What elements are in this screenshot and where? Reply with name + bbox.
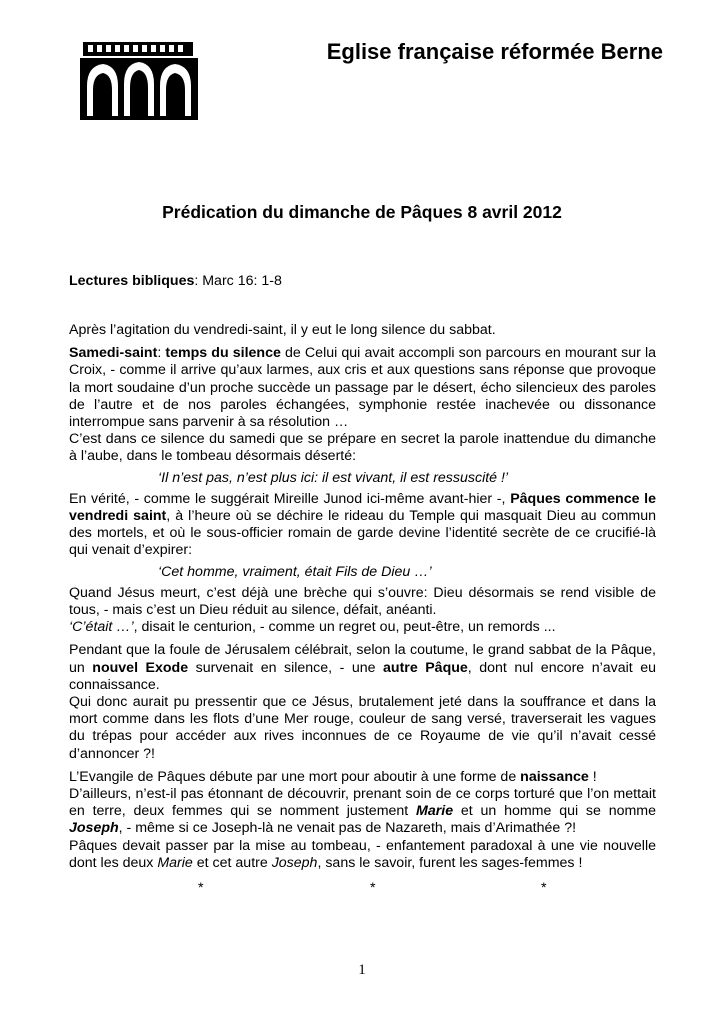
text: Pâques devait passer par la mise au tombeau, - enfantement paradoxal à une vie nouvelle dont les deux	[69, 837, 656, 871]
text: D’ailleurs, n’est-il pas étonnant de découvrir, prenant soin de ce corps torturé que l’on mettait en terre, deux femmes qui se nomment justement	[69, 786, 656, 820]
church-logo	[80, 42, 198, 120]
bible-readings-text: : Marc 16: 1-8	[194, 273, 282, 289]
italic-text: Marie	[157, 854, 193, 871]
page-number: 1	[358, 962, 366, 978]
text: et cet autre	[192, 854, 272, 871]
quote: ‘Cet homme, vraiment, était Fils de Dieu …’	[158, 563, 432, 580]
paragraph	[69, 491, 656, 560]
paragraph: Qui donc aurait pu pressentir que ce Jésus, brutalement jeté dans la souffrance et dans la mort comme dans les flots d’une Mer rouge, couleur de sang versé, traverserait les vagues du trépas pour accéder aux rives inconnues de ce Royaume de vie qu’il n’avait cessé d’annoncer ?!	[69, 694, 656, 762]
text: !	[588, 768, 597, 785]
paragraph: Quand Jésus meurt, c’est déjà une brèche qui s’ouvre: Dieu désormais se rend visible de tous, - mais c’est un Dieu réduit au silence, défait, anéanti.	[69, 584, 656, 619]
italic-text: ‘C’était …’	[69, 619, 134, 636]
text: Pendant que la foule de Jérusalem célébrait, selon la coutume, le grand sabbat de la Pâque, un	[69, 642, 656, 676]
paragraph	[69, 769, 656, 786]
bold-text: temps du silence	[165, 345, 281, 362]
paragraph	[69, 838, 656, 872]
bold-text: Pâques commence le vendredi saint	[69, 490, 657, 525]
paragraph	[69, 642, 656, 694]
text: survenait en silence, - une	[188, 659, 384, 676]
text: , dont nul encore n’avait eu connaissance.	[69, 659, 656, 693]
paragraph	[69, 619, 656, 636]
page-title: Prédication du dimanche de Pâques 8 avril 2012	[162, 202, 562, 222]
text: L’Evangile de Pâques débute par une mort pour aboutir à une forme de	[69, 768, 521, 785]
paragraph	[69, 345, 656, 431]
bold-text: autre Pâque	[383, 659, 468, 676]
section-separator	[69, 880, 656, 900]
bible-readings-label: Lectures bibliques	[69, 273, 195, 289]
paragraph: Après l’agitation du vendredi-saint, il y eut le long silence du sabbat.	[69, 322, 496, 338]
italic-text: Joseph	[271, 854, 318, 871]
bold-text: nouvel Exode	[92, 659, 189, 676]
quote: ‘Il n’est pas, n’est plus ici: il est vivant, il est ressuscité !’	[158, 469, 509, 486]
text: :	[157, 345, 166, 362]
separator-star: *	[370, 880, 376, 897]
text: , - même si ce Joseph-là ne venait pas de Nazareth, mais d’Arimathée ?!	[118, 820, 577, 837]
text: de Celui qui avait accompli son parcours en mourant sur la Croix, - comme il arrive qu’aux larmes, aux cris et aux questions sans réponse que provoque la mort soudaine d’un proche succède un passage par le désert, écho silencieux des paroles de l’autre et de nos paroles échangées, symphonie restée inachevée ou dissonance interrompue sans parvenir à sa résolution …	[69, 345, 656, 431]
text: En vérité, - comme le suggérait Mireille Junod ici-même avant-hier -,	[69, 490, 511, 507]
church-name: Eglise française réformée Berne	[326, 39, 663, 64]
text: , disait le centurion, - comme un regret ou, peut-être, un remords ...	[133, 619, 556, 636]
bold-text: naissance	[520, 768, 589, 785]
paragraph	[69, 786, 656, 838]
bold-italic-text: Marie	[416, 803, 454, 820]
bold-italic-text: Joseph	[69, 820, 119, 837]
bible-readings	[69, 273, 282, 289]
separator-star: *	[541, 880, 547, 897]
paragraph: C’est dans ce silence du samedi que se prépare en secret la parole inattendue du dimanche à l’aube, dans le tombeau désormais déserté:	[69, 431, 656, 465]
sermon-body	[69, 322, 656, 900]
bold-text: Samedi-saint	[69, 345, 158, 362]
text: , à l’heure où se déchire le rideau du Temple qui masquait Dieu au commun des mortels, et où le sous-officier romain de garde devine l’identité secrète de ce crucifié-là qui venait d’expirer:	[69, 508, 656, 559]
separator-star: *	[198, 880, 204, 897]
text: , sans le savoir, furent les sages-femmes !	[317, 854, 583, 871]
text: et un homme qui se nomme	[453, 803, 656, 820]
